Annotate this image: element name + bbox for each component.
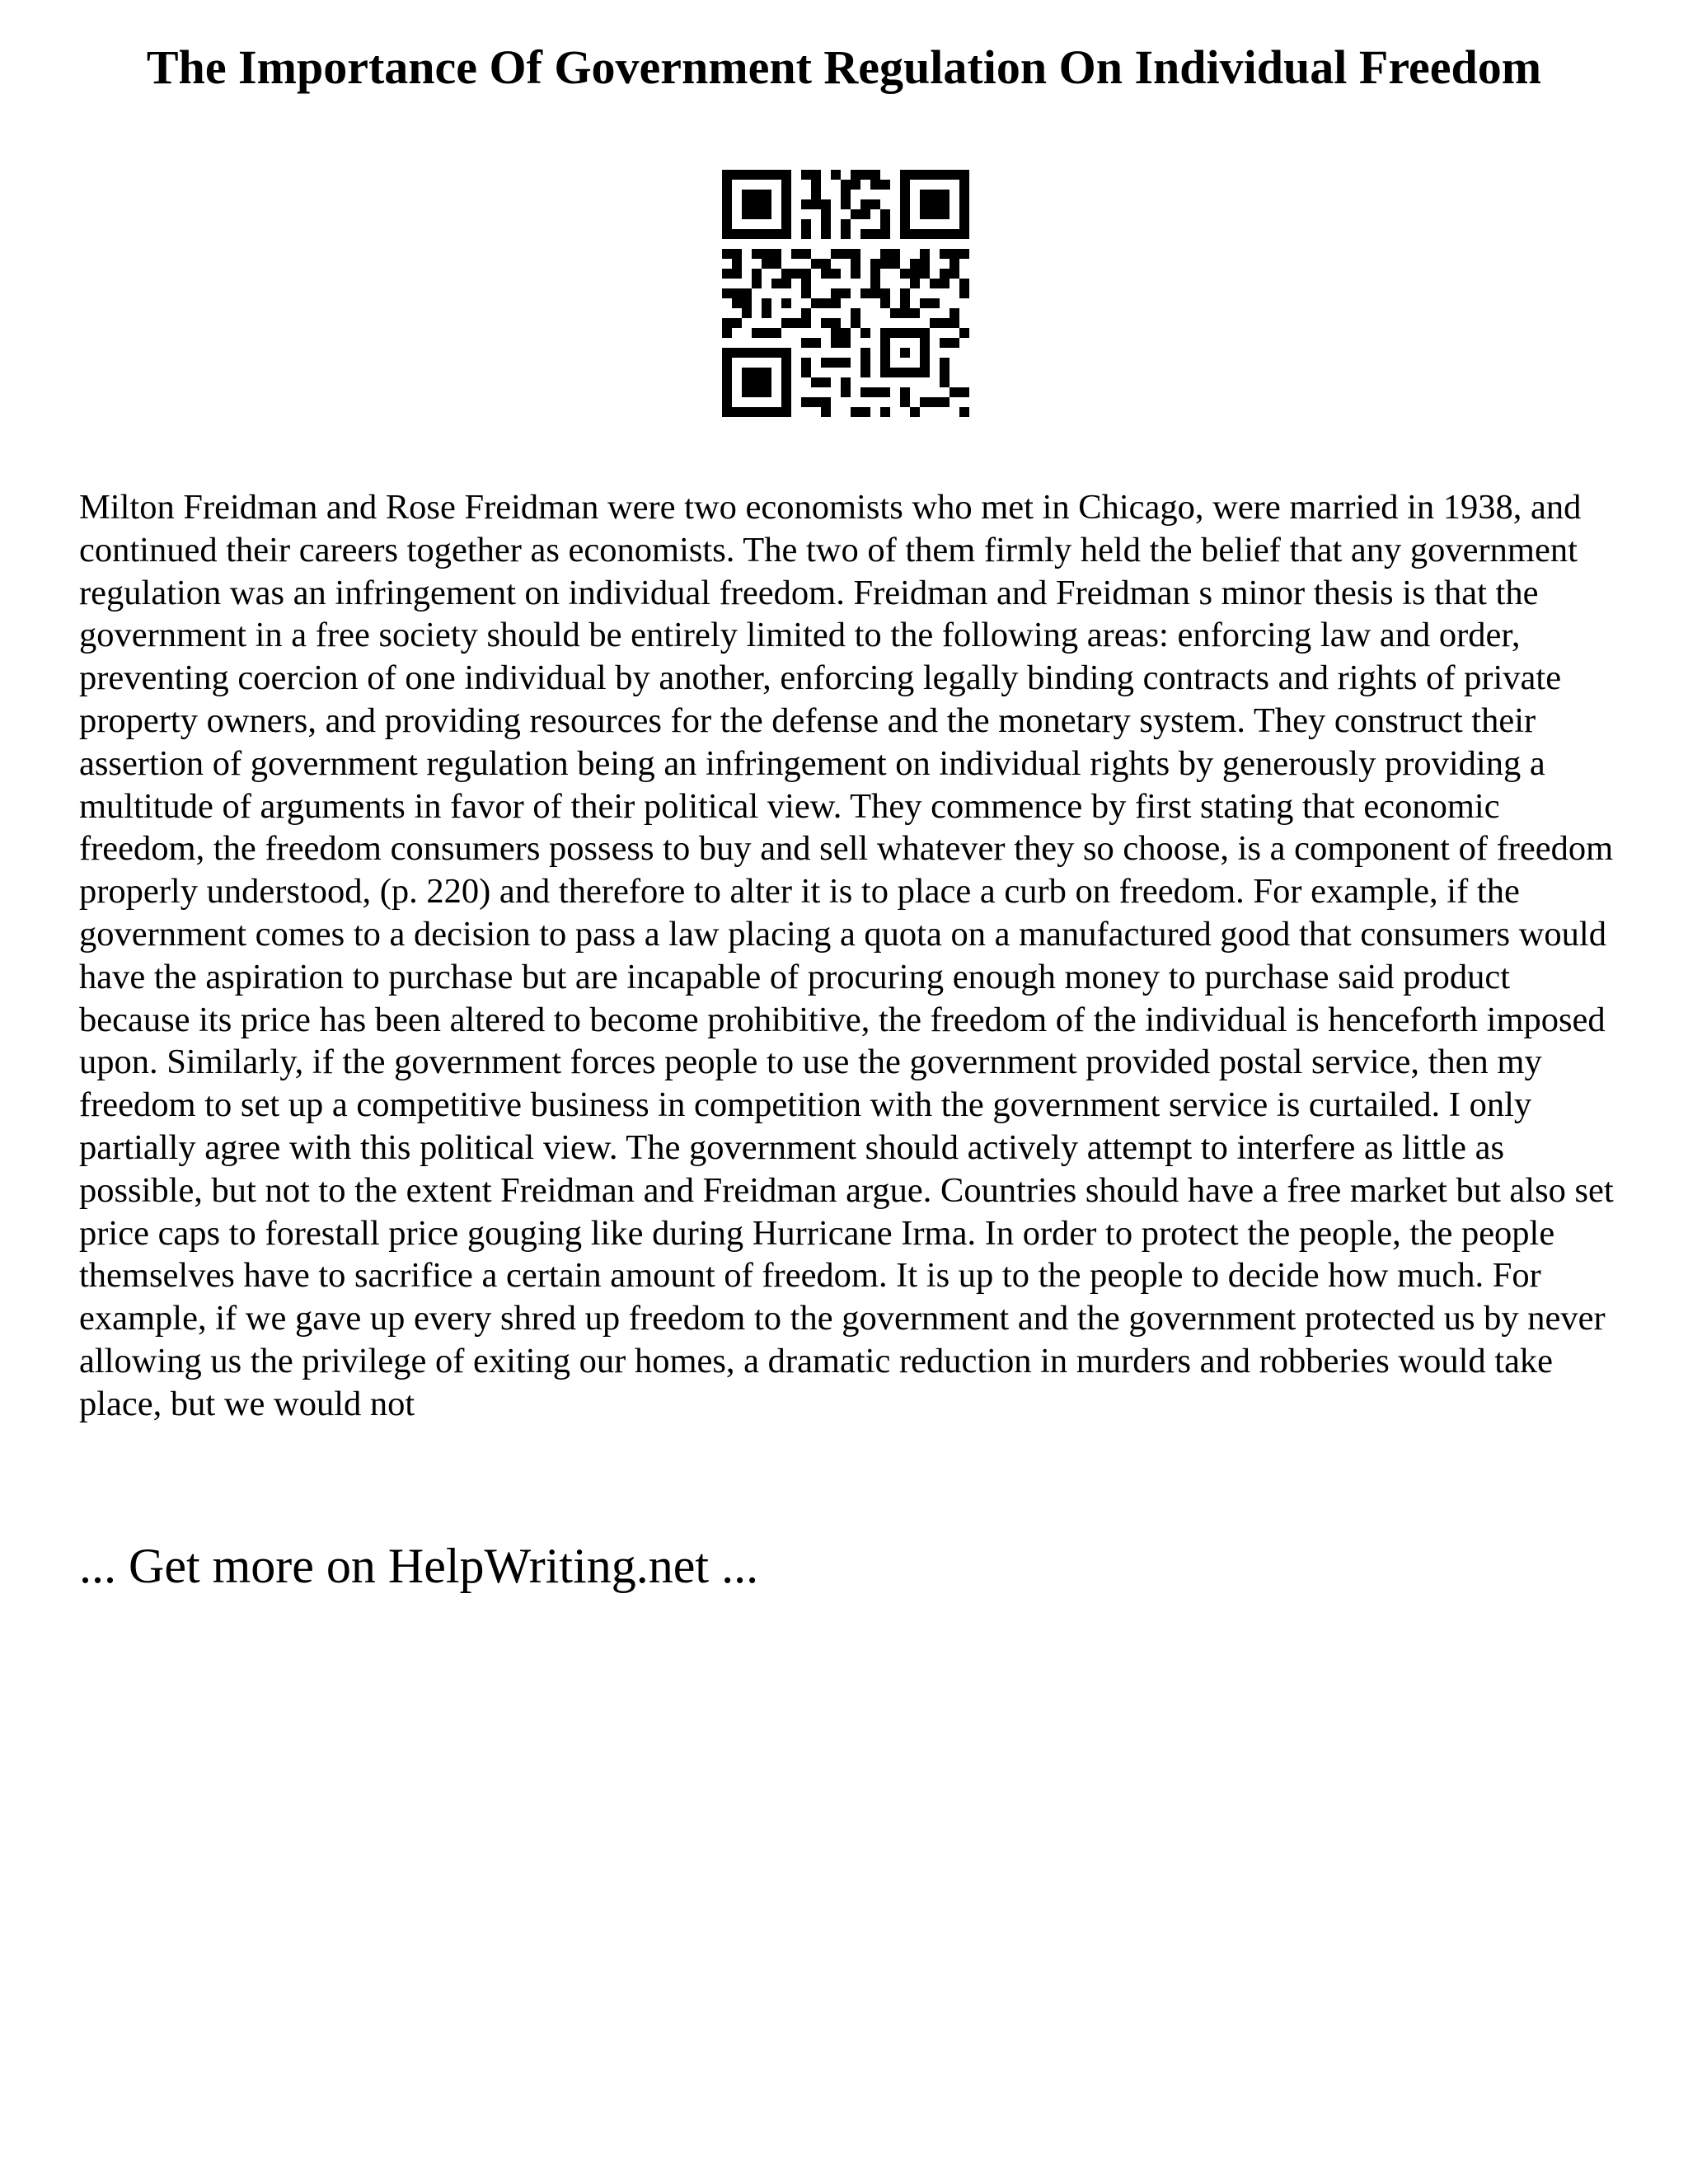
qr-code[interactable] (722, 170, 969, 417)
document-title: The Importance Of Government Regulation On Individual Freedom (146, 40, 1542, 94)
qr-code-icon (722, 170, 969, 417)
get-more-link[interactable]: ... Get more on HelpWriting.net ... (79, 1539, 759, 1593)
document-body: Milton Freidman and Rose Freidman were two economists who met in Chicago, were married in 1938, and continued their careers together as economists. The two of them firmly held the belief that any government regulation was an infringement on individual freedom. Freidman and Freidman s minor thesis is that the government in a free society should be entirely limited to the following areas: enforcing law and order, preventing coercion of one individual by another, enforcing legally binding contracts and rights of private property owners, and providing resources for the defense and the monetary system. They construct their assertion of government regulation being an infringement on individual rights by generously providing a multitude of arguments in favor of their political view. They commence by first stating that economic freedom, the freedom consumers possess to buy and sell whatever they so choose, is a component of freedom properly understood, (p. 220) and therefore to alter it is to place a curb on freedom. For example, if the government comes to a decision to pass a law placing a quota on a manufactured good that consumers would have the aspiration to purchase but are incapable of procuring enough money to purchase said product because its price has been altered to become prohibitive, the freedom of the individual is henceforth imposed upon. Similarly, if the government forces people to use the government provided postal service, then my freedom to set up a competitive business in competition with the government service is curtailed. I only partially agree with this political view. The government should actively attempt to interfere as little as possible, but not to the extent Freidman and Freidman argue. Countries should have a free market but also set price caps to forestall price gouging like during Hurricane Irma. In order to protect the people, the people themselves have to sacrifice a certain amount of freedom. It is up to the people to decide how much. For example, if we gave up every shred up freedom to the government and the government protected us by never allowing us the privilege of exiting our homes, a dramatic reduction in murders and robberies would take place, but we would not (79, 488, 1614, 1423)
